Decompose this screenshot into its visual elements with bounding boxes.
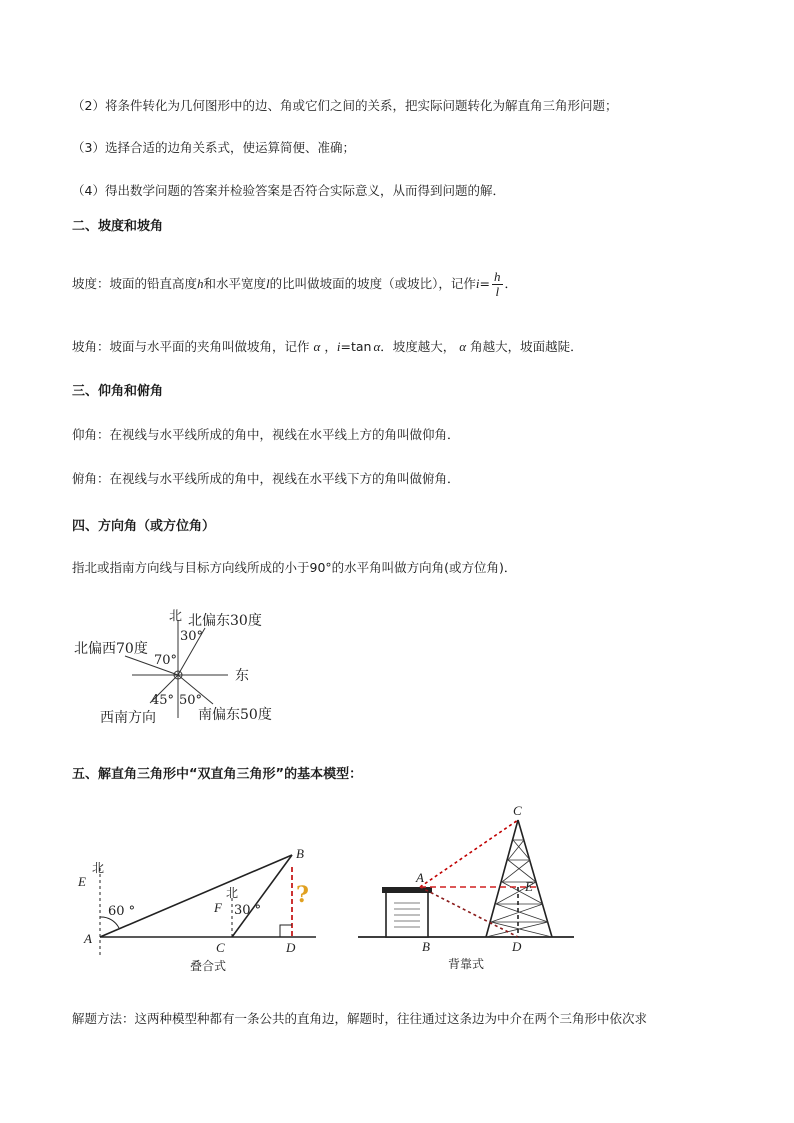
overlap-model-diagram — [70, 840, 330, 980]
direction-angle-definition: 指北或指南方向线与目标方向线所成的小于90°的水平角叫做方向角(或方位角)． — [72, 560, 517, 575]
angle-50-label: 50° — [179, 693, 203, 708]
slope-text-b: 和水平宽度 — [203, 276, 267, 291]
angle-60-label: 60 ° — [108, 904, 136, 919]
step-3: （3）选择合适的边角关系式，使运算简便、准确； — [72, 140, 355, 155]
point-F-label: F — [214, 900, 222, 915]
line-AC — [420, 820, 518, 887]
slope-definition — [72, 270, 517, 299]
angle-30-label-2: 30 ° — [234, 903, 262, 918]
var-alpha-2: α — [373, 339, 381, 354]
north-label-A: 北 — [92, 861, 105, 875]
method-text: 解题方法：这两种模型种都有一条公共的直角边，解题时，往往通过这条边为中介在两个三角形中依次求 — [72, 1011, 648, 1026]
line-AD — [420, 887, 518, 937]
section-5-title: 五、解直角三角形中“双直角三角形”的基本模型： — [72, 767, 363, 782]
point-C-label-2: C — [513, 803, 522, 818]
fraction-denominator: l — [495, 284, 500, 299]
se50-label: 南偏东50度 — [198, 707, 272, 723]
angle-30-label: 30° — [180, 629, 204, 644]
north-label: 北 — [169, 609, 183, 624]
point-B-label: B — [296, 846, 304, 861]
tan-text: =tan — [340, 339, 372, 354]
overlap-caption: 叠合式 — [190, 959, 227, 973]
point-E-label: E — [78, 874, 86, 889]
var-alpha: α — [313, 339, 321, 354]
slope-text-c: 的比叫做坡面的坡度（或坡比），记作 — [269, 276, 476, 291]
point-A-label-2: A — [416, 870, 424, 885]
point-A-label: A — [84, 931, 92, 946]
angle-text: 坡角：坡面与水平面的夹角叫做坡角，记作 — [72, 339, 310, 354]
var-i: i — [475, 276, 480, 291]
section-3-title: 三、仰角和俯角 — [72, 384, 164, 399]
step-4: （4）得出数学问题的答案并检验答案是否符合实际意义，从而得到问题的解． — [72, 183, 505, 198]
depression-definition: 俯角：在视线与水平线所成的角中，视线在水平线下方的角叫做俯角． — [72, 471, 460, 486]
point-D-label: D — [286, 940, 296, 955]
ne30-label: 北偏东30度 — [188, 613, 262, 629]
period: ． — [504, 276, 518, 291]
building — [386, 892, 428, 937]
nw70-label: 北偏西70度 — [74, 641, 148, 657]
slope-text-a: 坡度：坡面的铅直高度 — [72, 276, 198, 291]
var-alpha-3: α — [459, 339, 467, 354]
angle-70-label: 70° — [154, 653, 178, 668]
back-to-back-caption: 背靠式 — [448, 957, 485, 971]
compass-diagram — [70, 600, 300, 730]
var-i-2: i — [336, 339, 341, 354]
southwest-label: 西南方向 — [100, 710, 156, 726]
equals-sign: = — [479, 276, 491, 291]
point-C-label: C — [216, 940, 225, 955]
var-l: l — [266, 276, 270, 291]
comma: ， — [324, 339, 337, 354]
fraction-h-over-l — [492, 270, 503, 299]
right-angle-mark — [280, 925, 292, 937]
east-label: 东 — [235, 668, 249, 684]
tower — [486, 820, 552, 937]
tower-lattice — [486, 840, 552, 937]
north-label-C: 北 — [226, 886, 239, 900]
building-roof — [382, 887, 432, 893]
back-to-back-model-diagram — [350, 800, 590, 980]
angle-rest-1: ．坡度越大， — [380, 339, 456, 354]
point-B-label-2: B — [422, 939, 430, 954]
point-D-label-2: D — [512, 939, 522, 954]
point-E-label-2: E — [525, 879, 533, 894]
question-mark: ? — [296, 882, 309, 908]
line-AB — [100, 855, 292, 937]
slope-angle-definition — [72, 337, 583, 355]
section-4-title: 四、方向角（或方位角） — [72, 519, 216, 534]
elevation-definition: 仰角：在视线与水平线所成的角中，视线在水平线上方的角叫做仰角． — [72, 427, 460, 442]
fraction-numerator: h — [494, 269, 501, 284]
section-2-title: 二、坡度和坡角 — [72, 219, 164, 234]
angle-45-label: 45° — [151, 693, 175, 708]
var-h: h — [197, 276, 204, 291]
step-2: （2）将条件转化为几何图形中的边、角或它们之间的关系，把实际问题转化为解直角三角形问题； — [72, 98, 618, 113]
angle-rest-2: 角越大，坡面越陡． — [470, 339, 583, 354]
